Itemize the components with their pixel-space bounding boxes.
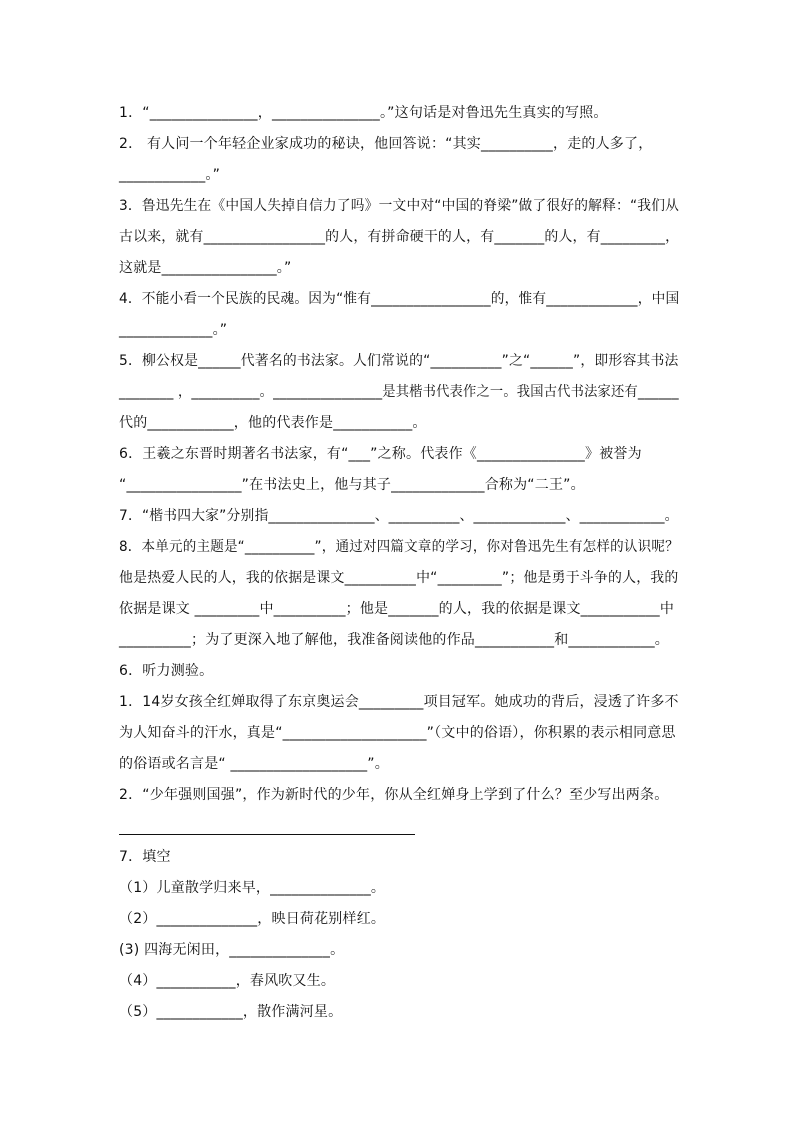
fill-item-2: （2）______________，映日荷花别样红。 [119,911,386,927]
fill-item-5: （5）____________，散作满河星。 [119,1004,343,1020]
q8-line-2: 他是热爱人民的人，我的依据是课文__________中“_________”；他是勇于斗争的人，我的 [119,570,679,586]
fill-item-3: (3) 四海无闲田，______________。 [119,942,345,958]
q5-line-3: 代的____________，他的代表作是___________。 [119,415,427,431]
q3-line-1: 3．鲁迅先生在《中国人失掉自信力了吗》一文中对“中国的脊梁”做了很好的解释：“我们从 [119,198,680,214]
q4-line-2: _____________。” [119,322,228,338]
q8-line-3: 依据是课文 _________中__________；他是_______的人，我的依据是课文___________中 [119,601,675,617]
q1-line: 1．“_______________，_______________。”这句话是对鲁迅先生真实的写照。 [119,105,608,121]
fill-item-1: （1）儿童散学归来早，______________。 [119,880,386,896]
listening-q1-line-2: 为人知奋斗的汗水，真是“____________________”（文中的俗语），你积累的表示相同意思 [119,725,676,741]
q5-line-2: ________ ，__________。________________是其楷书代表作之一。我国古代书法家还有______ [119,384,679,400]
q3-line-3: 这就是________________。” [119,260,292,276]
fill-item-4: （4）___________，春风吹又生。 [119,973,336,989]
q2-line-2: ____________。” [119,167,221,183]
q8-line-4: __________；为了更深入地了解他，我准备阅读他的作品___________和____________。 [119,632,669,648]
q4-line-1: 4．不能小看一个民族的民魂。因为“惟有_________________的，惟有_____________，中国 [119,291,680,307]
q7-line: 7．“楷书四大家”分别指_______________、__________、_____________、____________。 [119,508,679,524]
q5-line-1: 5．柳公权是______代著名的书法家。人们常说的“__________”之“______”，即形容其书法 [119,353,679,369]
q6-line-2: “________________”在书法史上，他与其子_____________合称为“二王”。 [119,477,585,493]
listening-q1-line-3: 的俗语或名言是“ ___________________”。 [119,756,389,772]
section-fill-heading: 7．填空 [119,849,171,865]
q3-line-2: 古以来，就有_________________的人，有拼命硬干的人，有_______的人，有_________， [119,229,680,245]
listening-q2-line: 2．“少年强则国强”，作为新时代的少年，你从全红婵身上学到了什么？至少写出两条。 [119,787,669,803]
section-listening-heading: 6．听力测验。 [119,663,214,679]
answer-line[interactable] [119,834,415,835]
q6-line-1: 6．王羲之东晋时期著名书法家，有“___”之称。代表作《_______________》被誉为 [119,446,642,462]
listening-q1-line-1: 1．14岁女孩全红婵取得了东京奥运会_________项目冠军。她成功的背后，浸透了许多不 [119,694,679,710]
q8-line-1: 8．本单元的主题是“__________”，通过对四篇文章的学习，你对鲁迅先生有怎样的认识呢？ [119,539,679,555]
q2-line-1: 2． 有人问一个年轻企业家成功的秘诀，他回答说：“其实__________，走的人多了， [119,136,653,152]
